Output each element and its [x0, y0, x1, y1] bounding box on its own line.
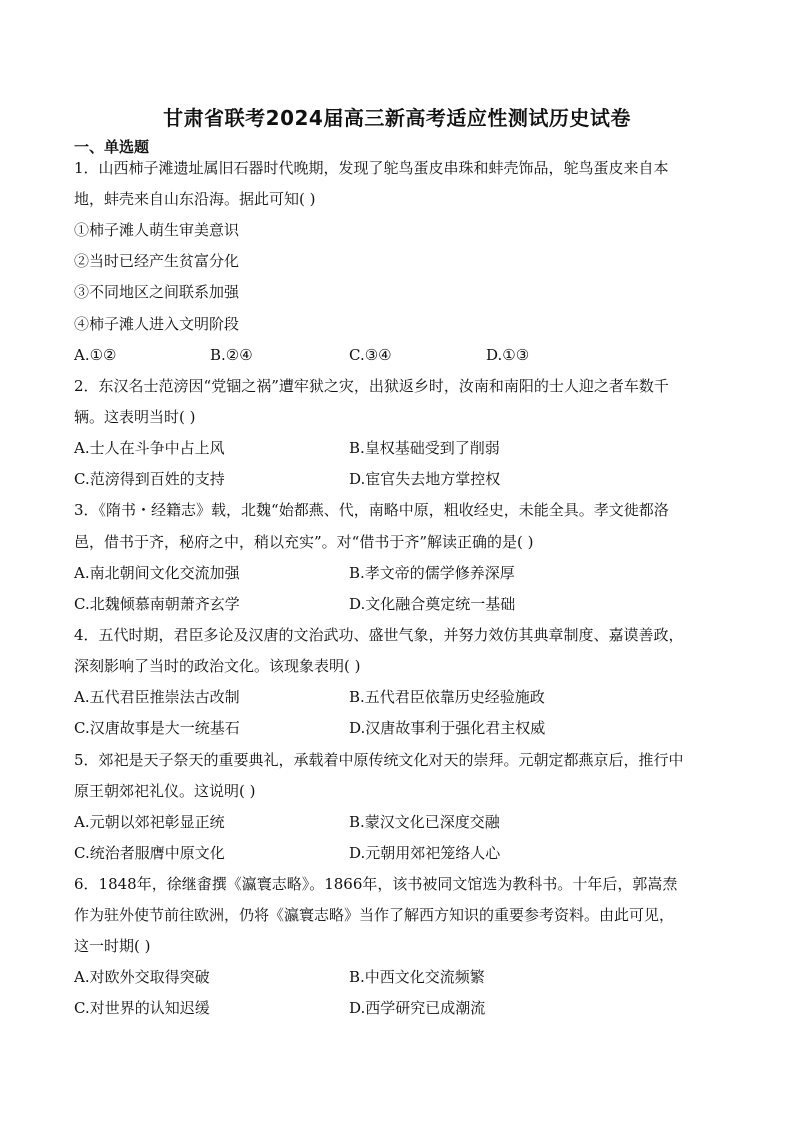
question-1-option-d: D.①③ — [486, 346, 530, 364]
question-5-option-c: C.统治者服膺中原文化 — [74, 844, 225, 862]
question-4-text: 4．五代时期，君臣多论及汉唐的文治武功、盛世气象，并努力效仿其典章制度、嘉谟善政， — [74, 626, 684, 644]
question-6-text: 作为驻外使节前往欧洲，仍将《瀛寰志略》当作了解西方知识的重要参考资料。由此可见， — [74, 906, 675, 924]
question-4-option-b: B.五代君臣依靠历史经验施政 — [349, 688, 545, 706]
question-3-option-b: B.孝文帝的儒学修养深厚 — [349, 564, 515, 582]
question-3-text: 邑，借书于齐，秘府之中，稍以充实”。对“借书于齐”解读正确的是( ) — [74, 533, 534, 551]
question-5-option-a: A.元朝以郊祀彰显正统 — [74, 813, 225, 831]
question-1-statement: ④柿子滩人进入文明阶段 — [74, 315, 240, 333]
question-2-option-a: A.士人在斗争中占上风 — [74, 439, 225, 457]
question-5-text: 原王朝郊祀礼仪。这说明( ) — [74, 782, 256, 800]
question-5-option-b: B.蒙汉文化已深度交融 — [349, 813, 500, 831]
question-3-option-d: D.文化融合奠定统一基础 — [349, 595, 516, 613]
question-2-option-c: C.范滂得到百姓的支持 — [74, 470, 225, 488]
question-4-text: 深刻影响了当时的政治文化。该现象表明( ) — [74, 657, 361, 675]
exam-title: 甘肃省联考2024届高三新高考适应性测试历史试卷 — [163, 106, 631, 130]
question-1-text: 地，蚌壳来自山东沿海。据此可知( ) — [74, 190, 316, 208]
question-1-option-a: A.①② — [74, 346, 117, 364]
question-4-option-d: D.汉唐故事利于强化君主权威 — [349, 719, 546, 737]
question-6-text: 这一时期( ) — [74, 937, 151, 955]
question-3-option-a: A.南北朝间文化交流加强 — [74, 564, 240, 582]
question-3-text: 3．《隋书・经籍志》载，北魏“始都燕、代，南略中原，粗收经史，未能全具。孝文徙都洛 — [74, 501, 669, 519]
question-5-text: 5．郊祀是天子祭天的重要典礼，承载着中原传统文化对天的崇拜。元朝定都燕京后，推行中 — [74, 751, 684, 769]
question-1-statement: ②当时已经产生贫富分化 — [74, 252, 240, 270]
question-6-text: 6．1848年，徐继畬撰《瀛寰志略》。1866年，该书被同文馆选为教科书。十年后，郭嵩焘 — [74, 875, 678, 893]
question-2-text: 辆。这表明当时( ) — [74, 408, 196, 426]
question-1-text: 1．山西柿子滩遗址属旧石器时代晚期，发现了鸵鸟蛋皮串珠和蚌壳饰品，鸵鸟蛋皮来自本 — [74, 159, 669, 177]
question-4-option-c: C.汉唐故事是大一统基石 — [74, 719, 240, 737]
question-6-option-c: C.对世界的认知迟缓 — [74, 999, 210, 1017]
question-1-statement: ①柿子滩人萌生审美意识 — [74, 221, 240, 239]
question-1-option-c: C.③④ — [349, 346, 392, 364]
question-2-option-d: D.宦官失去地方掌控权 — [349, 470, 501, 488]
question-2-option-b: B.皇权基础受到了削弱 — [349, 439, 500, 457]
question-1-statement: ③不同地区之间联系加强 — [74, 283, 240, 301]
question-5-option-d: D.元朝用郊祀笼络人心 — [349, 844, 501, 862]
question-4-option-a: A.五代君臣推崇法古改制 — [74, 688, 240, 706]
question-6-option-a: A.对欧外交取得突破 — [74, 968, 210, 986]
question-1-option-b: B.②④ — [210, 346, 253, 364]
question-2-text: 2．东汉名士范滂因“党锢之祸”遭牢狱之灾，出狱返乡时，汝南和南阳的士人迎之者车数千 — [74, 377, 669, 395]
question-6-option-d: D.西学研究已成潮流 — [349, 999, 486, 1017]
question-6-option-b: B.中西文化交流频繁 — [349, 968, 485, 986]
question-3-option-c: C.北魏倾慕南朝萧齐玄学 — [74, 595, 240, 613]
section-heading: 一、单选题 — [74, 138, 150, 156]
